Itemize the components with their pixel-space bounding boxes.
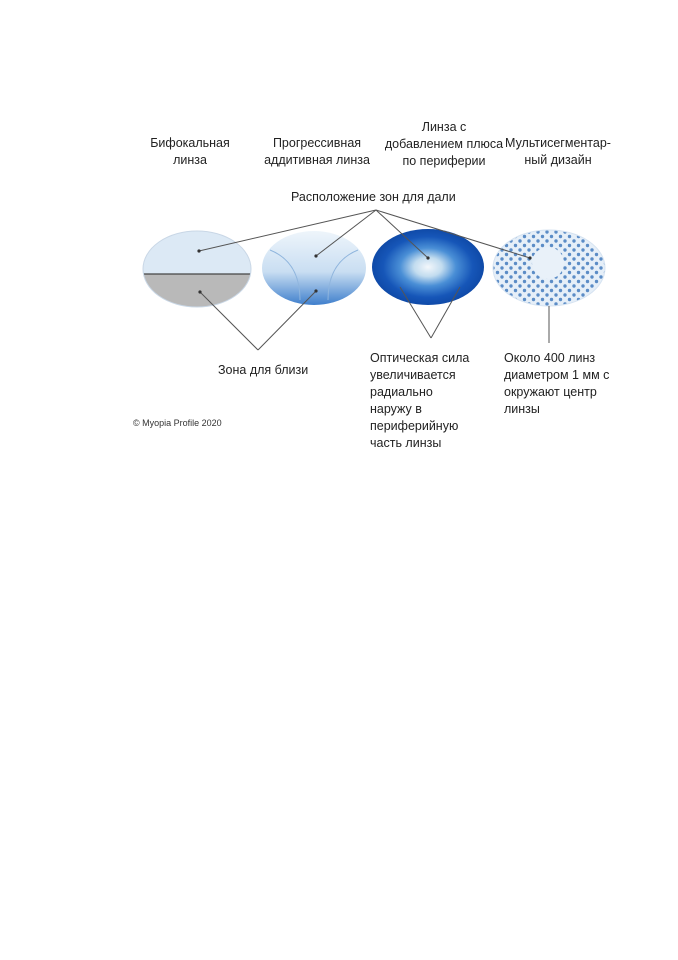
- distance-zone-label: Расположение зон для дали: [291, 190, 456, 204]
- multisegment-title: Мультисегментар- ный дизайн: [505, 136, 611, 167]
- peripheral-distance-dot: [426, 256, 429, 259]
- progressive-lens: [262, 231, 366, 305]
- bifocal-lens: [140, 228, 255, 314]
- bifocal-title: Бифокальная линза: [150, 136, 230, 167]
- copyright-text: © Myopia Profile 2020: [133, 418, 222, 428]
- progressive-distance-dot: [314, 254, 317, 257]
- multisegment-distance-dot: [528, 256, 531, 259]
- progressive-near-dot: [314, 289, 317, 292]
- peripheral-plus-title: Линза с добавлением плюса по периферии: [384, 120, 504, 168]
- peripheral-plus-lens: [372, 229, 484, 305]
- bifocal-distance-dot: [197, 249, 200, 252]
- peripheral-power-label: Оптическая сила увеличивается радиально наружу в периферийную часть линзы: [370, 351, 470, 450]
- bifocal-near-dot: [198, 290, 201, 293]
- multisegment-lens: [493, 230, 605, 306]
- progressive-title: Прогрессивная аддитивная линза: [264, 136, 370, 167]
- near-zone-label: Зона для близи: [218, 363, 309, 377]
- lenslets-label: Около 400 линз диаметром 1 мм с окружают центр линзы: [504, 351, 610, 416]
- distance-zone-pointers: [199, 210, 530, 258]
